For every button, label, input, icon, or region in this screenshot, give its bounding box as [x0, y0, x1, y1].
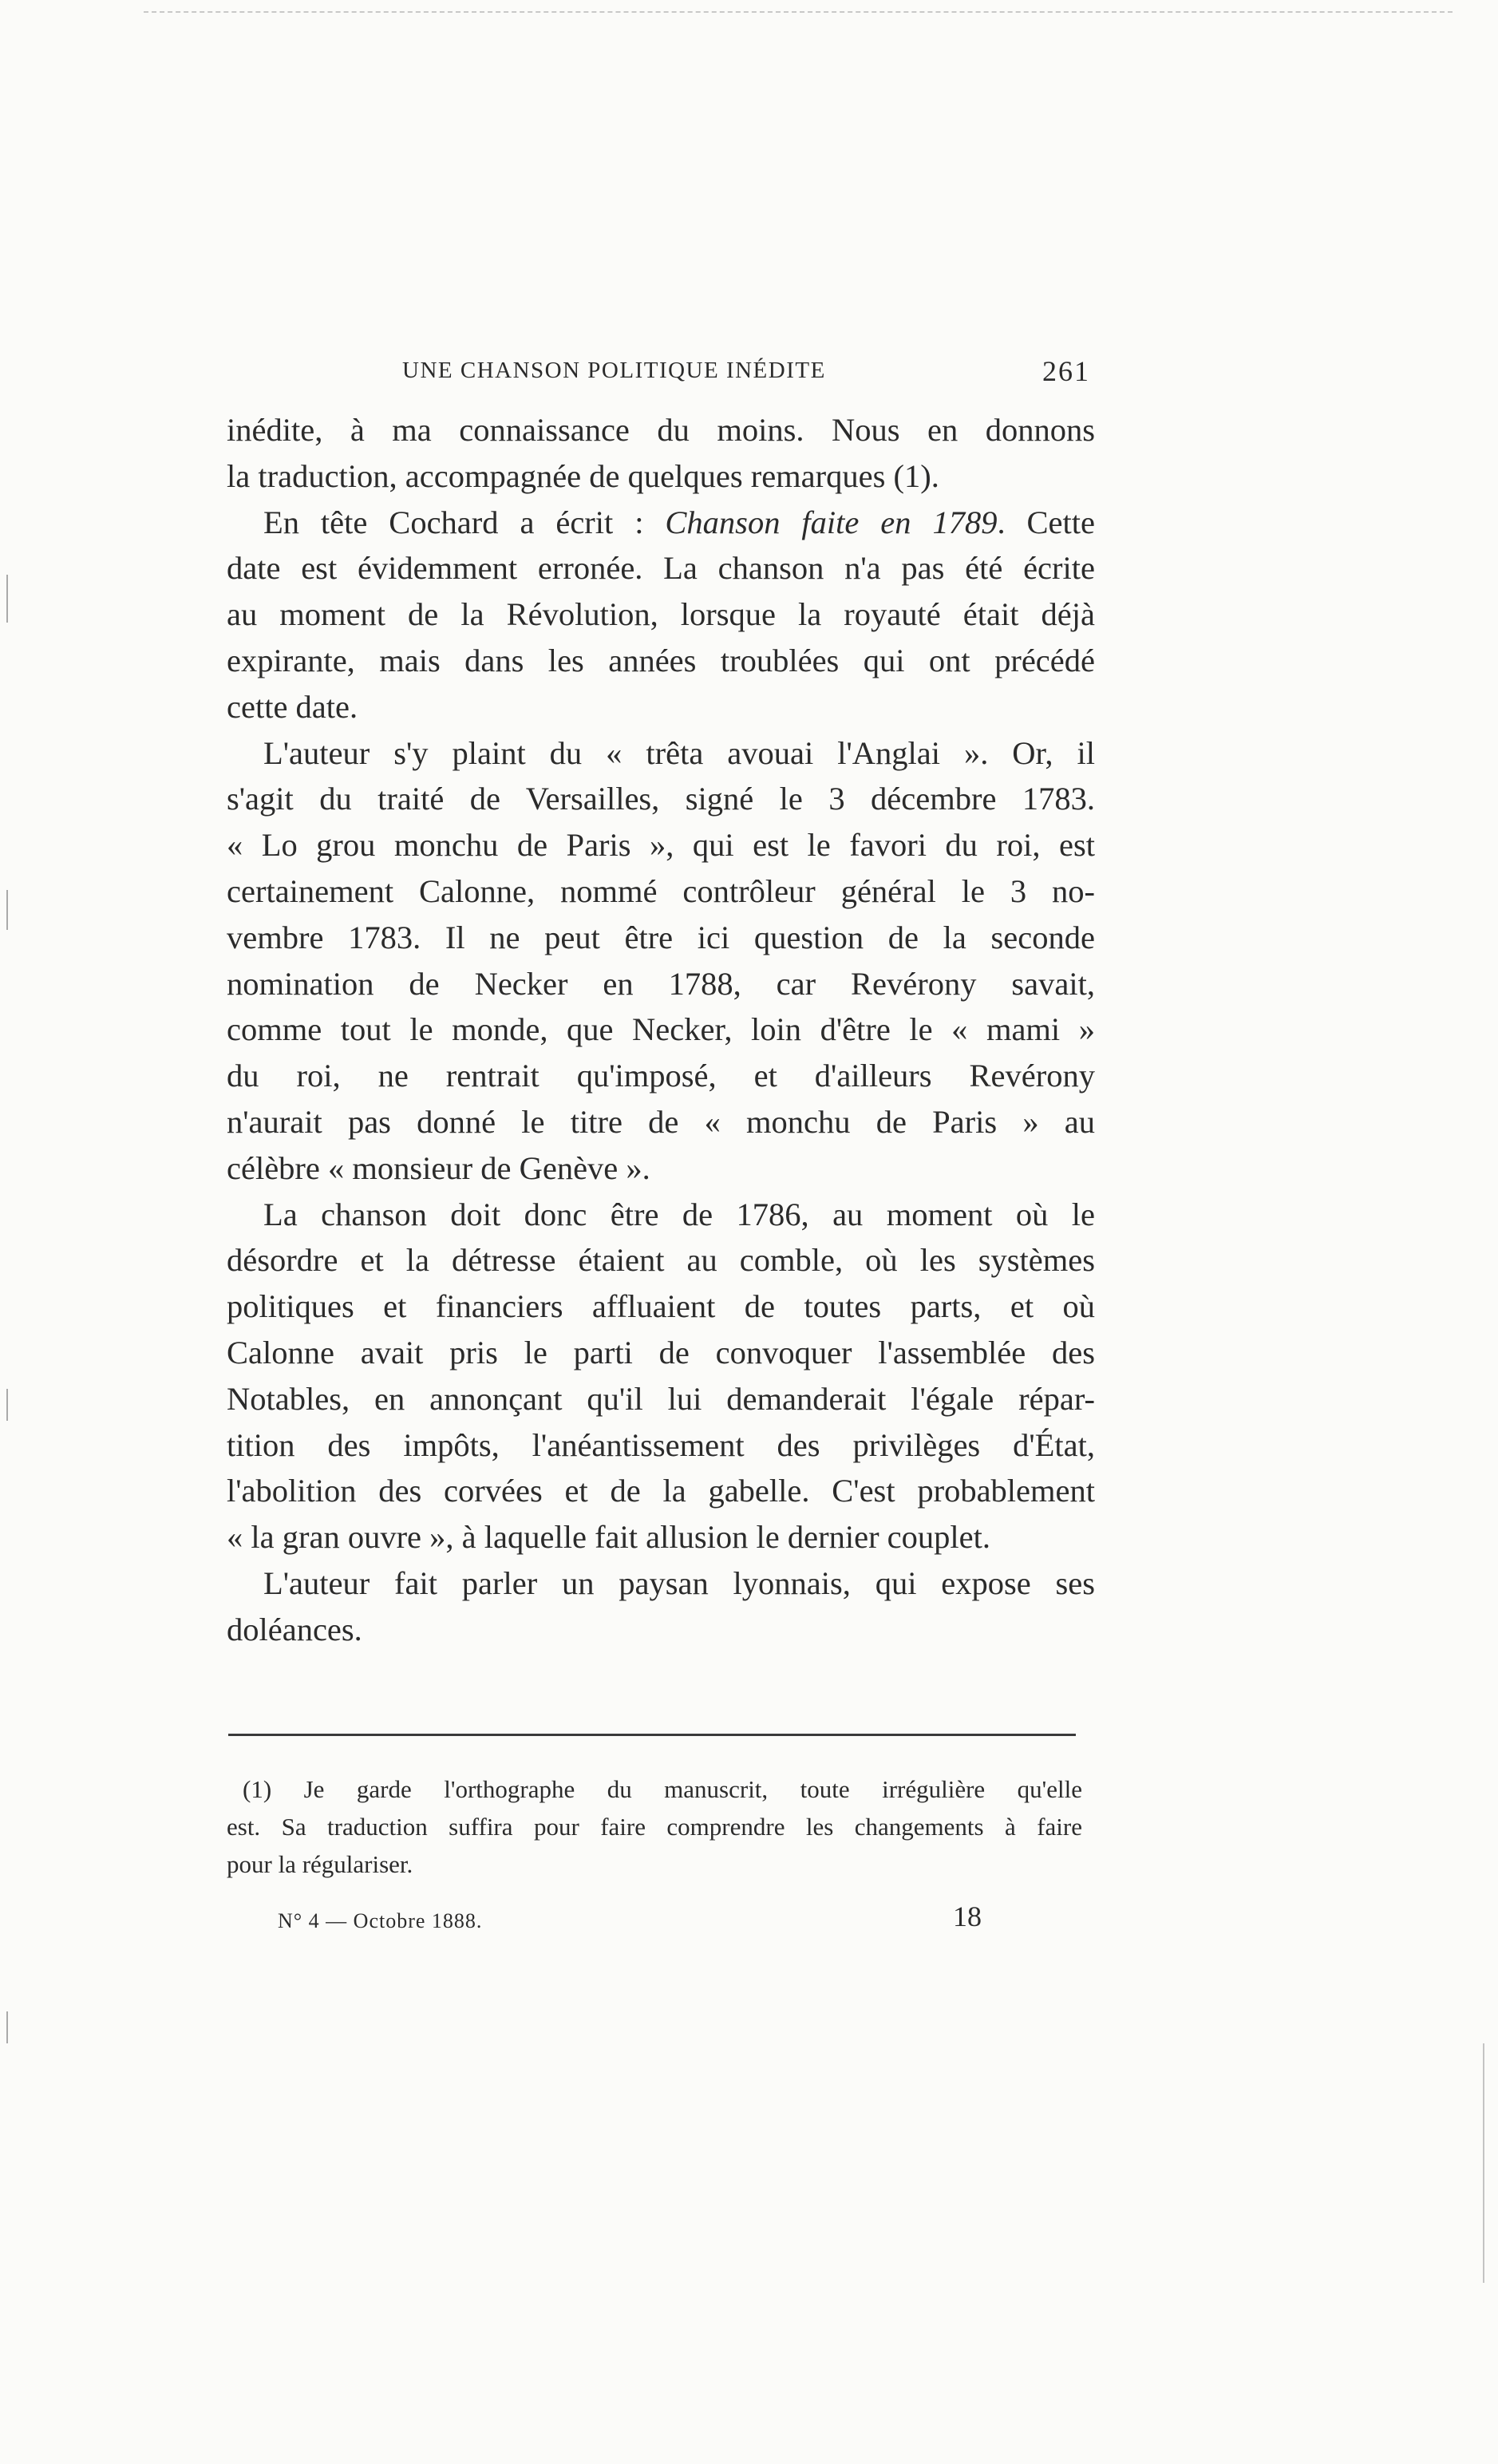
text-line: n'aurait pas donné le titre de « monchu de Paris » au	[227, 1103, 1095, 1140]
italic-title: Chanson faite en 1789	[665, 504, 998, 540]
paragraph-4	[227, 1192, 1095, 1560]
text-line: s'agit du traité de Versailles, signé le 3 décembre 1783.	[227, 781, 1095, 817]
text-run: En tête Cochard a écrit :	[263, 504, 666, 540]
issue-label: N° 4 — Octobre 1888.	[278, 1909, 483, 1932]
text-line: vembre 1783. Il ne peut être ici question de la seconde	[227, 919, 1095, 955]
scan-mark	[6, 2011, 8, 2043]
text-line: doléances.	[227, 1611, 362, 1647]
text-line: date est évidemment erronée. La chanson n'a pas été écrite	[227, 550, 1095, 587]
text-run: . Cette	[997, 504, 1095, 540]
text-line: l'abolition des corvées et de la gabelle. C'est probablement	[227, 1473, 1095, 1509]
text-line: Notables, en annonçant qu'il lui demanderait l'égale répar-	[227, 1380, 1095, 1417]
text-line: comme tout le monde, que Necker, loin d'être le « mami »	[227, 1011, 1095, 1048]
text-line: La chanson doit donc être de 1786, au moment où le	[263, 1196, 1095, 1232]
text-line: L'auteur fait parler un paysan lyonnais, qui expose ses	[263, 1564, 1095, 1601]
text-line	[227, 500, 1095, 546]
scan-mark	[1483, 2043, 1484, 2283]
running-head	[228, 355, 1090, 390]
text-line: « la gran ouvre », à laquelle fait allusion le dernier couplet.	[227, 1519, 991, 1556]
text-line: certainement Calonne, nommé contrôleur général le 3 no-	[227, 872, 1095, 909]
text-line: nomination de Necker en 1788, car Revérony savait,	[227, 965, 1095, 1002]
footnote-line: (1) Je garde l'orthographe du manuscrit, toute irrégulière qu'elle	[243, 1775, 1082, 1803]
running-head-title: UNE CHANSON POLITIQUE INÉDITE	[402, 358, 826, 383]
paragraph-3	[227, 730, 1095, 1192]
body-text	[227, 407, 1095, 1653]
scan-mark	[6, 575, 8, 623]
text-line: expirante, mais dans les années troublées qui ont précédé	[227, 642, 1095, 678]
page-top-edge	[144, 11, 1453, 13]
paragraph-5	[227, 1560, 1095, 1653]
text-line: « Lo grou monchu de Paris », qui est le favori du roi, est	[227, 827, 1095, 864]
footnote-line: est. Sa traduction suffira pour faire comprendre les changements à faire	[227, 1813, 1082, 1841]
scan-mark	[6, 890, 8, 930]
footnote	[227, 1770, 1082, 1883]
text-line: politiques et financiers affluaient de toutes parts, et où	[227, 1288, 1095, 1325]
sheet-number: 18	[953, 1900, 982, 1932]
text-line: du roi, ne rentrait qu'imposé, et d'ailleurs Revérony	[227, 1058, 1095, 1094]
scan-mark	[6, 1389, 8, 1421]
text-line: au moment de la Révolution, lorsque la royauté était déjà	[227, 596, 1095, 633]
text-line: Calonne avait pris le parti de convoquer l'assemblée des	[227, 1334, 1095, 1370]
page-number: 261	[1042, 355, 1090, 387]
text-line: cette date.	[227, 688, 358, 725]
paragraph-1	[227, 407, 1095, 500]
paragraph-2	[227, 500, 1095, 730]
footnote-line: pour la régulariser.	[227, 1850, 413, 1878]
text-line: désordre et la détresse étaient au comble, où les systèmes	[227, 1242, 1095, 1279]
text-line: célèbre « monsieur de Genève ».	[227, 1149, 650, 1186]
footnote-rule	[228, 1734, 1076, 1736]
text-line: tition des impôts, l'anéantissement des privilèges d'État,	[227, 1426, 1095, 1463]
text-line: inédite, à ma connaissance du moins. Nous en donnons	[227, 412, 1095, 448]
text-line: L'auteur s'y plaint du « trêta avouai l'Anglai ». Or, il	[263, 734, 1095, 771]
text-line: la traduction, accompagnée de quelques remarques (1).	[227, 457, 939, 494]
